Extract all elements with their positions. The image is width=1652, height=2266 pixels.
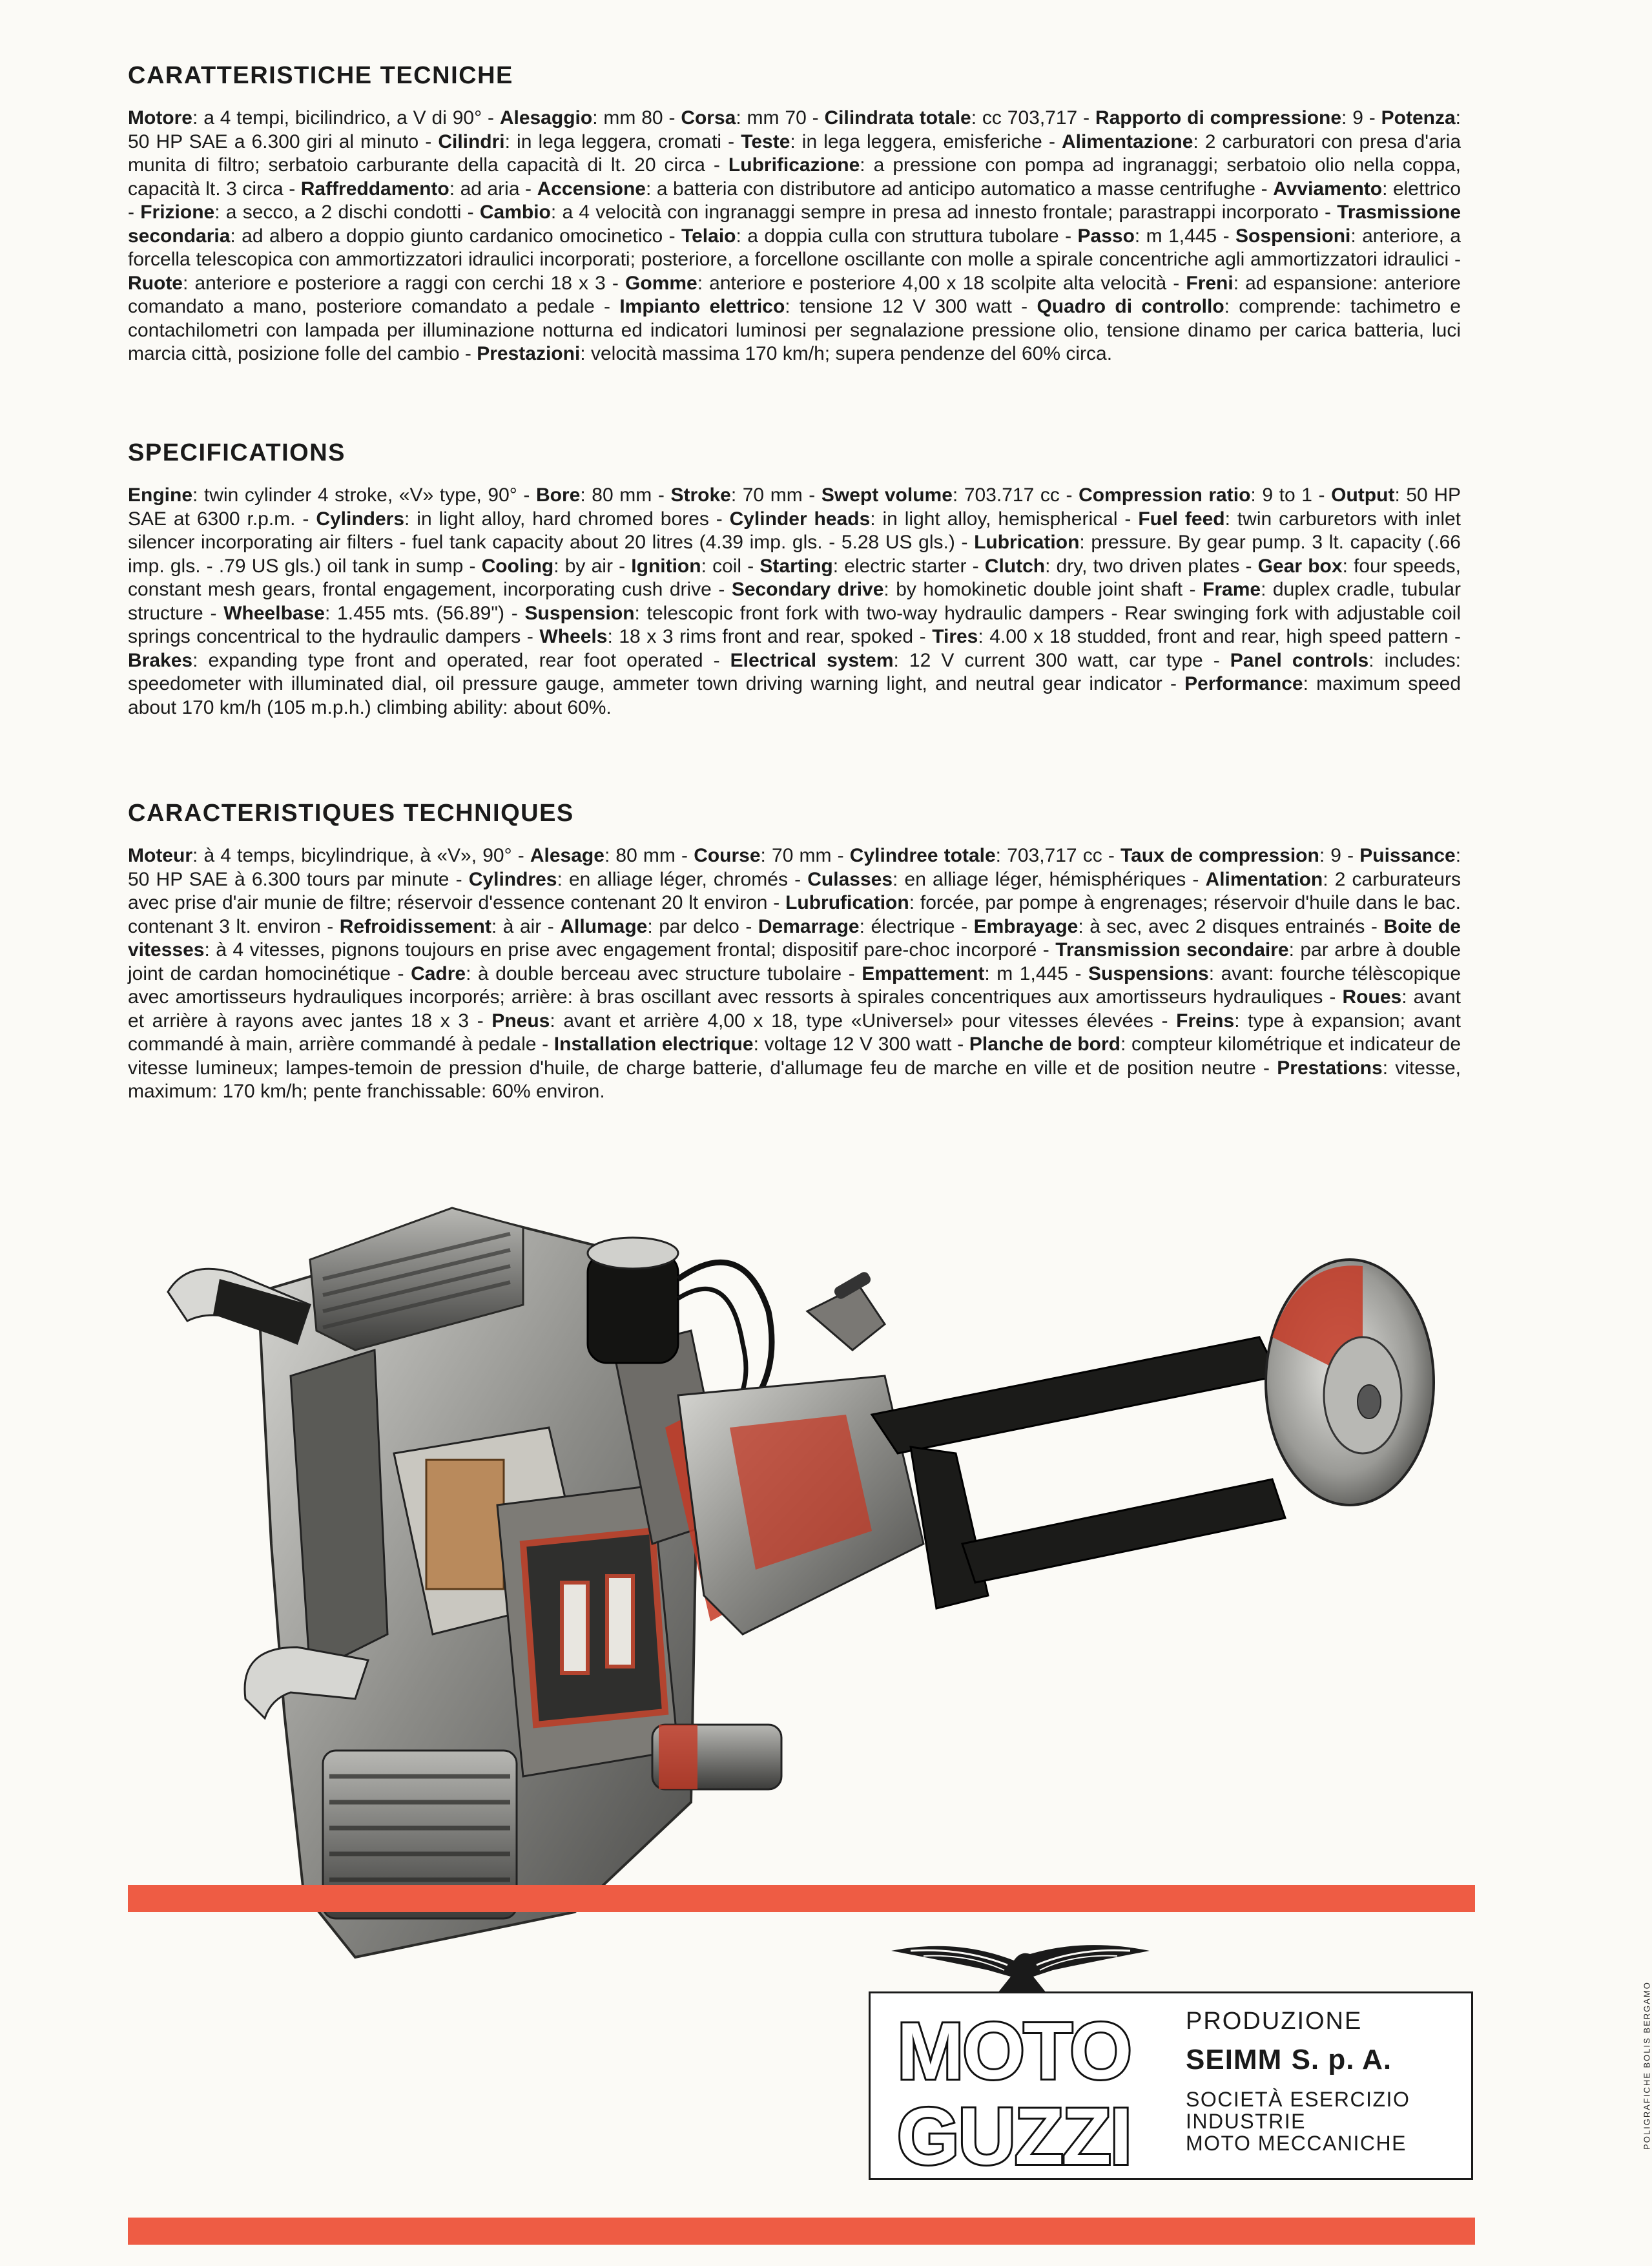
company-desc-line-2: INDUSTRIE — [1186, 2110, 1306, 2133]
spec-term: Demarrage — [758, 915, 860, 937]
spec-value: : 703.717 cc - — [952, 484, 1079, 506]
french-heading: CARACTERISTIQUES TECHNIQUES — [128, 800, 574, 827]
spec-value: : à double berceau avec structure tubolaire - — [466, 962, 862, 984]
spec-value: : à 4 temps, bicylindrique, à «V», 90° - — [192, 845, 530, 866]
spec-value: : maximum speed about 170 km/h (105 m.p.h.) climbing ability: about 60%. — [128, 673, 1461, 718]
spec-value: : 50 HP SAE a 6.300 giri al minuto - — [128, 107, 1461, 152]
spec-term: Alesaggio — [499, 107, 593, 129]
spec-value: : 9 to 1 - — [1250, 484, 1332, 506]
spec-value: : a secco, a 2 dischi condotti - — [214, 202, 480, 223]
spec-term: Alesage — [530, 845, 604, 866]
italian-specs-section — [128, 62, 1461, 366]
company-suffix: S. p. A. — [1291, 2044, 1392, 2075]
spec-value: : électrique - — [859, 915, 974, 937]
spec-value: : 50 HP SAE at 6300 r.p.m. - — [128, 484, 1461, 530]
spec-value: : avant et arrière 4,00 x 18, type «Universel» pour vitesses élevées - — [550, 1010, 1177, 1032]
spec-value: : anteriore e posteriore a raggi con cerchi 18 x 3 - — [183, 272, 626, 294]
french-specs-section — [128, 800, 1461, 1104]
spec-term: Cylindres — [468, 868, 557, 890]
spec-term: Wheels — [539, 626, 608, 647]
spec-term: Frame — [1203, 579, 1261, 600]
spec-term: Ignition — [631, 555, 701, 577]
brand-text — [1186, 2006, 1470, 2154]
spec-value: : includes: speedometer with illuminated dial, oil pressure gauge, ammeter town driving warning light, and neutral gear indicator - — [128, 649, 1461, 694]
spec-value: : expanding type front and operated, rear foot operated - — [192, 649, 730, 671]
spec-term: Passo — [1077, 225, 1135, 247]
spec-value: : velocità massima 170 km/h; supera pendenze del 60% circa. — [580, 343, 1113, 364]
spec-term: Cylindree totale — [849, 845, 996, 866]
spec-term: Stroke — [670, 484, 731, 506]
spec-term: Rapporto di compressione — [1095, 107, 1342, 129]
spec-term: Cooling — [481, 555, 554, 577]
spec-term: Puissance — [1359, 845, 1456, 866]
spec-term: Cylinder heads — [729, 508, 871, 530]
spec-value: : a pressione con pompa ad ingranaggi; serbatoio olio nella coppa, capacità lt. 3 circa - — [128, 154, 1461, 200]
company-desc-line-3: MOTO MECCANICHE — [1186, 2132, 1407, 2155]
spec-term: Swept volume — [821, 484, 953, 506]
logo-line-moto: MOTO — [897, 2007, 1131, 2096]
spec-term: Planche de bord — [969, 1034, 1120, 1055]
spec-term: Alimentation — [1205, 868, 1323, 890]
spec-value: : mm 80 - — [592, 107, 681, 129]
spec-value: : 9 - — [1341, 107, 1381, 129]
spec-term: Pneus — [491, 1010, 550, 1032]
spec-term: Gear box — [1257, 555, 1343, 577]
spec-term: Taux de compression — [1120, 845, 1319, 866]
spec-value: : 80 mm - — [580, 484, 671, 506]
spec-value: : forcée, par pompe à engrenages; réservoir d'huile dans le bac. contenant 3 lt. environ - — [128, 892, 1461, 937]
spec-term: Lubrication — [974, 532, 1080, 553]
spec-term: Starting — [759, 555, 833, 577]
spec-value: : 50 HP SAE à 6.300 tours par minute - — [128, 845, 1461, 890]
logo-line-guzzi: GUZZI — [897, 2092, 1131, 2181]
spec-term: Cilindrata totale — [824, 107, 971, 129]
spec-value: : type à expansion; avant commandé à main, arrière commandé à pedale - — [128, 1010, 1461, 1055]
spec-value: : compteur kilométrique et indicateur de vitesse lumineux; lampes-temoin de pression d'huile, de charge batterie, d'allumage feu de marche en ville et de position neutre - — [128, 1034, 1461, 1079]
italian-specs-text — [128, 107, 1461, 366]
spec-term: Quadro di controllo — [1037, 296, 1224, 317]
spec-value: : à air - — [491, 915, 561, 937]
company-desc-line-1: SOCIETÀ ESERCIZIO — [1186, 2088, 1410, 2111]
spec-value: : 2 carburatori con presa d'aria munita di filtro; serbatoio carburante della capacità di lt. 20 circa - — [128, 130, 1461, 176]
spec-term: Empattement — [862, 962, 985, 984]
spec-value: : 2 carburateurs avec prise d'air munie de filtre; réservoir d'essence contenant 20 lt environ - — [128, 868, 1461, 913]
english-heading: SPECIFICATIONS — [128, 439, 346, 466]
spec-value: : a 4 tempi, bicilindrico, a V di 90° - — [192, 107, 500, 129]
spec-term: Embrayage — [973, 915, 1079, 937]
spec-term: Prestazioni — [477, 343, 581, 364]
spec-value: : ad espansione: anteriore comandato a mano, posteriore comandato a pedale - — [128, 272, 1461, 317]
gearbox — [678, 1270, 924, 1634]
moto-guzzi-logo — [878, 2001, 1150, 2181]
spec-term: Tires — [932, 626, 978, 647]
company-name-main: SEIMM — [1186, 2044, 1283, 2075]
spec-term: Refroidissement — [339, 915, 491, 937]
italian-heading: CARATTERISTICHE TECNICHE — [128, 62, 513, 89]
spec-value: : anteriore, a forcella telescopica con ammortizzatori idraulici incorporati; posteriore, a forcellone oscillante con molle a spirale concentriche agli ammortizzatori idraulici - — [128, 225, 1461, 270]
spec-term: Cambio — [479, 202, 551, 223]
spec-value: : a batteria con distributore ad anticipo automatico a masse centrifughe - — [645, 178, 1274, 200]
spec-value: : 9 - — [1319, 845, 1360, 866]
spec-term: Bore — [535, 484, 581, 506]
spec-term: Impianto elettrico — [619, 296, 785, 317]
spec-value: : duplex cradle, tubular structure - — [128, 579, 1461, 624]
spec-value: : ad albero a doppio giunto cardanico omocinetico - — [230, 225, 682, 247]
spec-value: : by air - — [553, 555, 632, 577]
spec-term: Output — [1331, 484, 1395, 506]
brand-box — [869, 1991, 1473, 2180]
spec-term: Suspension — [524, 602, 635, 624]
english-specs-section — [128, 439, 1461, 720]
spec-value: : 18 x 3 rims front and rear, spoked - — [607, 626, 933, 647]
spec-term: Boite de vitesses — [128, 915, 1461, 961]
spec-value: : 1.455 mts. (56.89") - — [324, 602, 525, 624]
spec-value: : 70 mm - — [760, 845, 850, 866]
spec-term: Course — [694, 845, 761, 866]
spec-term: Freins — [1176, 1010, 1235, 1032]
spec-term: Accensione — [537, 178, 646, 200]
spec-value: : voltage 12 V 300 watt - — [753, 1034, 969, 1055]
spec-term: Panel controls — [1230, 649, 1369, 671]
company-name — [1186, 2039, 1470, 2081]
spec-value: : 12 V current 300 watt, car type - — [893, 649, 1230, 671]
spec-value: : twin carburetors with inlet silencer incorporating air filters - fuel tank capacity about 20 litres (4.39 imp. gls. - 5.28 US gls.) - — [128, 508, 1461, 553]
spec-term: Suspensions — [1088, 962, 1209, 984]
spec-value: : pressure. By gear pump. 3 lt. capacity (.66 imp. gls. - .79 US gls.) oil tank in sump - — [128, 532, 1461, 577]
spec-term: Cadre — [411, 962, 466, 984]
spec-term: Alimentazione — [1062, 130, 1193, 152]
spec-term: Potenza — [1381, 107, 1456, 129]
spec-term: Fuel feed — [1138, 508, 1225, 530]
spec-term: Engine — [128, 484, 193, 506]
spec-term: Sospensioni — [1235, 225, 1351, 247]
spec-value: : m 1,445 - — [984, 962, 1089, 984]
english-specs-text — [128, 484, 1461, 720]
transmission-shaft — [872, 1337, 1285, 1608]
spec-term: Moteur — [128, 845, 192, 866]
top-red-stripe — [128, 1885, 1475, 1912]
spec-value: : a 4 velocità con ingranaggi sempre in presa ad innesto frontale; parastrappi incorporato - — [550, 202, 1337, 223]
spec-term: Prestations — [1277, 1057, 1383, 1079]
spec-value: : anteriore e posteriore 4,00 x 18 scolpite alta velocità - — [697, 272, 1186, 294]
spec-value: : coil - — [701, 555, 760, 577]
spec-value: : a doppia culla con struttura tubolare - — [736, 225, 1078, 247]
spec-term: Cilindri — [438, 130, 505, 152]
spec-value: : four speeds, constant mesh gears, frontal engagement, incorporating cush drive - — [128, 555, 1461, 600]
spec-value: : electric starter - — [832, 555, 985, 577]
spec-value: : in lega leggera, cromati - — [504, 130, 741, 152]
spec-term: Cylinders — [316, 508, 405, 530]
spec-value: : by homokinetic double joint shaft - — [883, 579, 1203, 600]
spec-term: Avviamento — [1273, 178, 1383, 200]
spec-term: Roues — [1342, 986, 1402, 1008]
spec-value: : telescopic front fork with two-way hydraulic dampers - Rear swinging fork with adjustable coil springs concentrical to the hydraulic dampers - — [128, 602, 1461, 647]
spec-value: : cc 703,717 - — [971, 107, 1095, 129]
rear-brake-drum — [1266, 1260, 1434, 1505]
spec-term: Performance — [1184, 673, 1303, 694]
spec-value: : en alliage léger, chromés - — [557, 868, 808, 890]
spec-term: Teste — [741, 130, 790, 152]
spec-term: Trasmissione secondaria — [128, 202, 1461, 247]
spec-term: Clutch — [984, 555, 1046, 577]
spec-term: Lubrufication — [785, 892, 909, 913]
spec-value: : mm 70 - — [736, 107, 825, 129]
spec-term: Culasses — [807, 868, 893, 890]
spec-term: Secondary drive — [731, 579, 884, 600]
starter-motor — [652, 1725, 781, 1789]
spec-value: : en alliage léger, hémisphériques - — [893, 868, 1206, 890]
spec-value: : in light alloy, hemispherical - — [870, 508, 1139, 530]
spec-term: Ruote — [128, 272, 183, 294]
spec-term: Telaio — [681, 225, 736, 247]
engine-cutaway-illustration — [161, 1182, 1453, 1970]
spec-value: : vitesse, maximum: 170 km/h; pente franchissable: 60% environ. — [128, 1057, 1461, 1102]
spec-value: : 70 mm - — [730, 484, 821, 506]
spec-term: Electrical system — [730, 649, 894, 671]
spec-value: : 703,717 cc - — [995, 845, 1121, 866]
company-description — [1186, 2088, 1470, 2154]
spec-value: : ad aria - — [449, 178, 537, 200]
spec-term: Frizione — [140, 202, 215, 223]
spec-term: Gomme — [625, 272, 697, 294]
spec-value: : in lega leggera, emisferiche - — [790, 130, 1062, 152]
spec-term: Raffreddamento — [300, 178, 449, 200]
french-specs-text — [128, 844, 1461, 1104]
spec-value: : avant et arrière à rayons avec jantes 18 x 3 - — [128, 986, 1461, 1032]
produzione-label: PRODUZIONE — [1186, 2008, 1363, 2035]
spec-value: : elettrico - — [128, 178, 1461, 223]
spec-term: Freni — [1186, 272, 1234, 294]
spec-term: Compression ratio — [1079, 484, 1251, 506]
spec-term: Corsa — [681, 107, 736, 129]
spec-term: Installation electrique — [553, 1034, 754, 1055]
spec-value: : tensione 12 V 300 watt - — [785, 296, 1037, 317]
printer-credit: POLIGRAFICHE BOLIS BERGAMO — [1642, 1981, 1652, 2150]
spec-term: Motore — [128, 107, 192, 129]
spec-value: : avant: fourche télèscopique avec amortisseurs hydrauliques incorporés; arrière: à bras oscillant avec ressorts à spirales concentriques aux amortisseurs hydrauliques - — [128, 962, 1461, 1008]
spec-value: : par delco - — [647, 915, 758, 937]
spec-value: : in light alloy, hard chromed bores - — [404, 508, 730, 530]
spec-term: Lubrificazione — [728, 154, 860, 176]
spec-value: : twin cylinder 4 stroke, «V» type, 90° - — [192, 484, 536, 506]
spec-term: Allumage — [560, 915, 648, 937]
spec-value: : comprende: tachimetro e contachilometri con lampada per illuminazione notturna ed indicatori luminosi per segnalazione pressione olio, tensione dinamo per carica batteria, luci marcia città, posizione folle del cambio - — [128, 296, 1461, 364]
bottom-red-stripe — [128, 2218, 1475, 2245]
spec-value: : dry, two driven plates - — [1045, 555, 1258, 577]
spec-term: Wheelbase — [223, 602, 325, 624]
spec-value: : m 1,445 - — [1134, 225, 1235, 247]
spec-value: : à 4 vitesses, pignons toujours en prise avec engagement frontal; dispositif pare-choc incorporé - — [204, 939, 1056, 961]
spec-value: : à sec, avec 2 disques entrainés - — [1078, 915, 1384, 937]
spec-term: Brakes — [128, 649, 193, 671]
spec-value: : 80 mm - — [604, 845, 694, 866]
spec-term: Transmission secondaire — [1055, 939, 1289, 961]
spec-value: : par arbre à double joint de cardan homocinétique - — [128, 939, 1461, 984]
spec-value: : 4.00 x 18 studded, front and rear, high speed pattern - — [978, 626, 1461, 647]
